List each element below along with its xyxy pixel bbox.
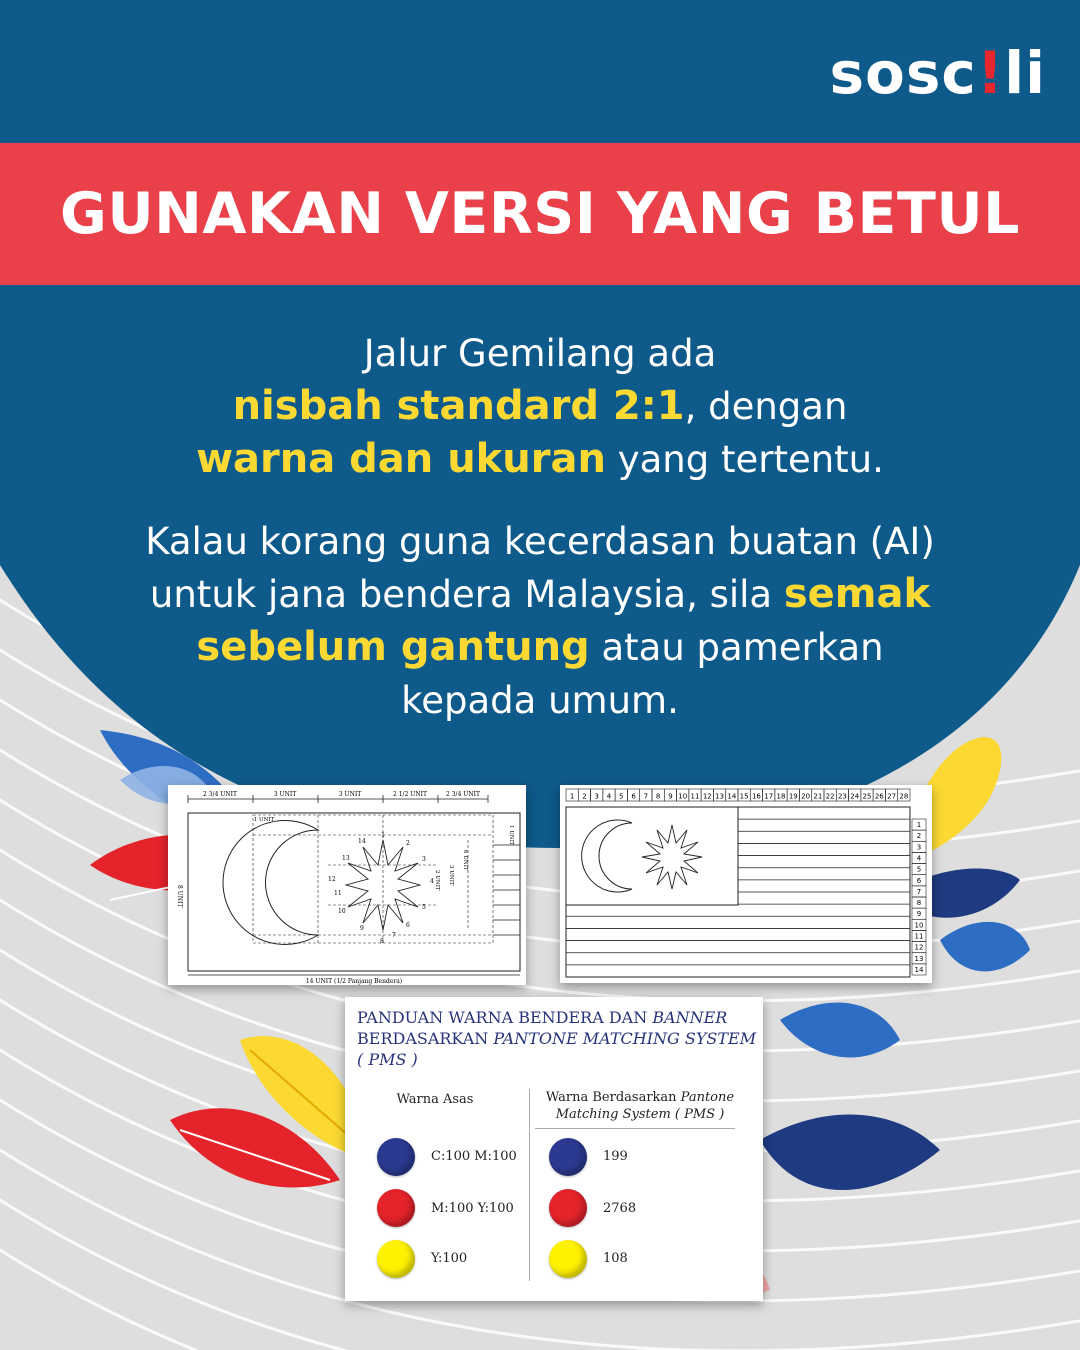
top-number: 3 xyxy=(594,792,599,801)
dim-top-3: 3 UNIT xyxy=(338,791,362,798)
para1-line1: Jalur Gemilang ada xyxy=(363,332,717,375)
side-number-column xyxy=(912,819,926,975)
top-number: 21 xyxy=(813,792,823,801)
side-number: 4 xyxy=(916,854,922,863)
pms-code-yellow: 108 xyxy=(603,1251,628,1266)
star-point-5: 5 xyxy=(422,904,426,911)
pms-color-guide xyxy=(345,997,763,1301)
para1-highlight-ratio: nisbah standard 2:1 xyxy=(232,383,685,429)
top-number: 18 xyxy=(776,792,786,801)
col-pms-header-a: Warna Berdasarkan xyxy=(545,1090,681,1105)
star-point-11: 11 xyxy=(334,890,342,897)
para2-line3 xyxy=(40,621,1040,674)
top-number: 17 xyxy=(764,792,774,801)
pms-title-1: PANDUAN WARNA BENDERA DAN xyxy=(357,1008,653,1027)
top-number: 19 xyxy=(788,792,798,801)
top-number: 5 xyxy=(619,792,624,801)
star-point-1: 1 xyxy=(381,832,385,839)
top-number: 26 xyxy=(874,792,884,801)
top-number: 7 xyxy=(643,792,649,801)
swatch-pms-blue xyxy=(549,1138,587,1176)
dim-top-2: 3 UNIT xyxy=(273,791,297,798)
col-pms-header-italic: Pantone xyxy=(680,1090,735,1105)
top-number: 11 xyxy=(690,792,700,801)
top-number: 2 xyxy=(582,792,587,801)
top-number: 20 xyxy=(801,792,811,801)
col-pms-header xyxy=(535,1089,745,1123)
side-number: 13 xyxy=(914,954,924,963)
side-number: 14 xyxy=(914,965,924,974)
para2-line3-rest: atau pamerkan xyxy=(589,626,884,669)
swatch-basic-blue xyxy=(377,1138,415,1176)
top-number: 23 xyxy=(837,792,847,801)
dim-bottom: 14 UNIT (1/2 Panjang Bendera) xyxy=(305,978,403,985)
construction-svg xyxy=(168,785,526,985)
side-number: 6 xyxy=(916,876,922,885)
top-number: 14 xyxy=(727,792,737,801)
pms-title xyxy=(357,1007,757,1070)
side-number: 2 xyxy=(916,832,922,841)
basic-code-blue: C:100 M:100 xyxy=(431,1149,517,1164)
side-number: 5 xyxy=(916,865,922,874)
para2-line1: Kalau korang guna kecerdasan buatan (AI) xyxy=(145,520,935,563)
col-basic-header: Warna Asas xyxy=(396,1092,474,1107)
side-number: 8 xyxy=(916,899,922,908)
star-point-14: 14 xyxy=(358,838,366,845)
swatch-basic-red xyxy=(377,1189,415,1227)
headline: GUNAKAN VERSI YANG BETUL xyxy=(60,181,1020,247)
header-underline xyxy=(535,1128,735,1129)
column-divider xyxy=(529,1089,530,1281)
pms-title-1-italic: BANNER xyxy=(652,1008,728,1027)
top-number: 6 xyxy=(631,792,636,801)
star-point-4: 4 xyxy=(430,878,434,885)
star-point-2: 2 xyxy=(406,840,410,847)
logo-exclamation: ! xyxy=(976,39,1005,107)
flag-stripe-diagram xyxy=(560,785,932,983)
side-number: 9 xyxy=(916,910,922,919)
top-number: 25 xyxy=(862,792,872,801)
top-number-row xyxy=(566,789,910,801)
side-number: 7 xyxy=(916,887,922,896)
dim-one-unit: 1 UNIT xyxy=(253,817,275,823)
para1-line2-rest: , dengan xyxy=(684,385,848,428)
paragraph-ratio xyxy=(40,327,1040,486)
star-point-6: 6 xyxy=(406,922,410,929)
top-number: 10 xyxy=(678,792,688,801)
para1-line3 xyxy=(40,433,1040,486)
dim-star-2: 2 UNIT xyxy=(434,870,440,891)
para1-line2 xyxy=(40,380,1040,433)
para1-line3-rest: yang tertentu. xyxy=(605,438,884,481)
top-number: 4 xyxy=(606,792,612,801)
flag-construction-diagram xyxy=(168,785,526,985)
dim-right-unit: 1 UNIT xyxy=(508,825,514,846)
top-number: 1 xyxy=(569,792,575,801)
star-point-9: 9 xyxy=(360,925,364,932)
pms-code-blue: 199 xyxy=(603,1149,628,1164)
basic-code-yellow: Y:100 xyxy=(431,1251,468,1266)
top-number: 22 xyxy=(825,792,835,801)
side-number: 12 xyxy=(914,943,924,952)
col-pms-header-b: Matching System ( PMS ) xyxy=(555,1107,725,1122)
top-number: 16 xyxy=(751,792,761,801)
soscili-logo xyxy=(830,38,1047,108)
pms-code-red: 2768 xyxy=(603,1201,637,1216)
swatch-pms-yellow xyxy=(549,1240,587,1278)
star-point-3: 3 xyxy=(422,856,426,863)
dim-top-4: 2 1/2 UNIT xyxy=(393,791,427,798)
para2-line2 xyxy=(40,568,1040,621)
star-point-13: 13 xyxy=(342,855,350,862)
side-number: 10 xyxy=(914,921,924,930)
basic-code-red: M:100 Y:100 xyxy=(431,1201,514,1216)
top-number: 8 xyxy=(655,792,661,801)
pms-title-3: ( PMS ) xyxy=(357,1050,418,1069)
top-number: 15 xyxy=(739,792,749,801)
side-number: 3 xyxy=(916,843,922,852)
para1-highlight-colors: warna dan ukuran xyxy=(196,436,606,482)
top-number: 12 xyxy=(702,792,712,801)
top-number: 13 xyxy=(715,792,725,801)
side-number: 11 xyxy=(914,932,924,941)
dim-left: 8 UNIT xyxy=(176,885,183,908)
swatch-basic-yellow xyxy=(377,1240,415,1278)
stripe-svg xyxy=(560,785,932,983)
para2-line4: kepada umum. xyxy=(401,679,679,722)
top-number: 28 xyxy=(899,792,909,801)
top-number: 9 xyxy=(668,792,673,801)
star-point-7: 7 xyxy=(392,932,396,939)
para2-highlight-before-hang: sebelum gantung xyxy=(196,624,590,670)
swatch-pms-red xyxy=(549,1189,587,1227)
pms-title-2-italic: PANTONE MATCHING SYSTEM xyxy=(493,1029,757,1048)
para2-line2-a: untuk jana bendera Malaysia, sila xyxy=(149,573,784,616)
dim-star-1: 3 UNIT xyxy=(448,865,454,886)
dim-top-5: 2 3/4 UNIT xyxy=(446,791,480,798)
side-number: 1 xyxy=(916,821,922,830)
dim-star-3: 6 UNIT xyxy=(462,850,468,871)
star-point-12: 12 xyxy=(328,876,336,883)
star-point-10: 10 xyxy=(338,908,346,915)
top-number: 24 xyxy=(850,792,860,801)
logo-text-b: li xyxy=(1004,39,1046,107)
pms-title-2: BERDASARKAN xyxy=(357,1029,494,1048)
para2-highlight-check: semak xyxy=(783,571,931,617)
headline-banner xyxy=(0,143,1080,285)
dim-top-1: 2 3/4 UNIT xyxy=(203,791,237,798)
top-number: 27 xyxy=(887,792,897,801)
logo-text-a: sosc xyxy=(829,39,977,107)
paragraph-ai-warning xyxy=(40,515,1040,727)
star-point-8: 8 xyxy=(380,938,384,945)
